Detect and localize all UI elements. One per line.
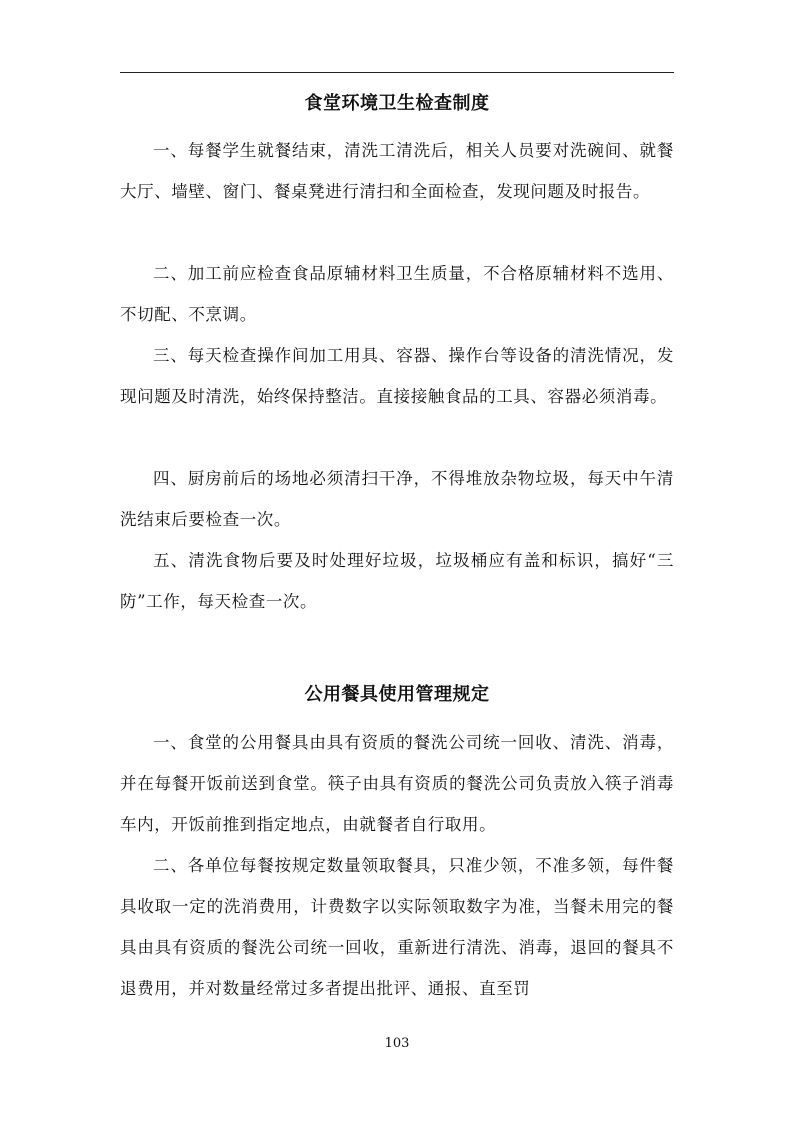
- paragraph-7: 二、各单位每餐按规定数量领取餐具，只准少领，不准多领，每件餐具收取一定的洗消费用，计费数字以实际领取数字为准，当餐未用完的餐具由具有资质的餐洗公司统一回收，重新进行清洗、消毒，退回的餐具不退费用，并对数量经常过多者提出批评、通报、直至罚: [120, 856, 674, 998]
- paragraph-4: 四、厨房前后的场地必须清扫干净，不得堆放杂物垃圾，每天中午清洗结束后要检查一次。: [120, 469, 674, 529]
- paragraph-1: 一、每餐学生就餐结束，清洗工清洗后，相关人员要对洗碗间、就餐大厅、墙壁、窗门、餐桌凳进行清扫和全面检查，发现问题及时报告。: [120, 141, 674, 201]
- paragraph-2: 二、加工前应检查食品原辅材料卫生质量，不合格原辅材料不选用、不切配、不烹调。: [120, 264, 674, 324]
- paragraph-5: 五、清洗食物后要及时处理好垃圾，垃圾桶应有盖和标识，搞好“三防”工作，每天检查一次。: [120, 551, 674, 611]
- paragraph-6: 一、食堂的公用餐具由具有资质的餐洗公司统一回收、清洗、消毒，并在每餐开饭前送到食堂。筷子由具有资质的餐洗公司负责放入筷子消毒车内，开饭前推到指定地点，由就餐者自行取用。: [120, 733, 674, 834]
- section-title-tableware: 公用餐具使用管理规定: [304, 684, 490, 705]
- paragraph-3: 三、每天检查操作间加工用具、容器、操作台等设备的清洗情况，发现问题及时清洗，始终保持整洁。直接接触食品的工具、容器必须消毒。: [120, 346, 674, 406]
- section-title-sanitation: 食堂环境卫生检查制度: [304, 93, 490, 114]
- page-number: 103: [384, 1036, 410, 1051]
- header-rule: [120, 72, 674, 73]
